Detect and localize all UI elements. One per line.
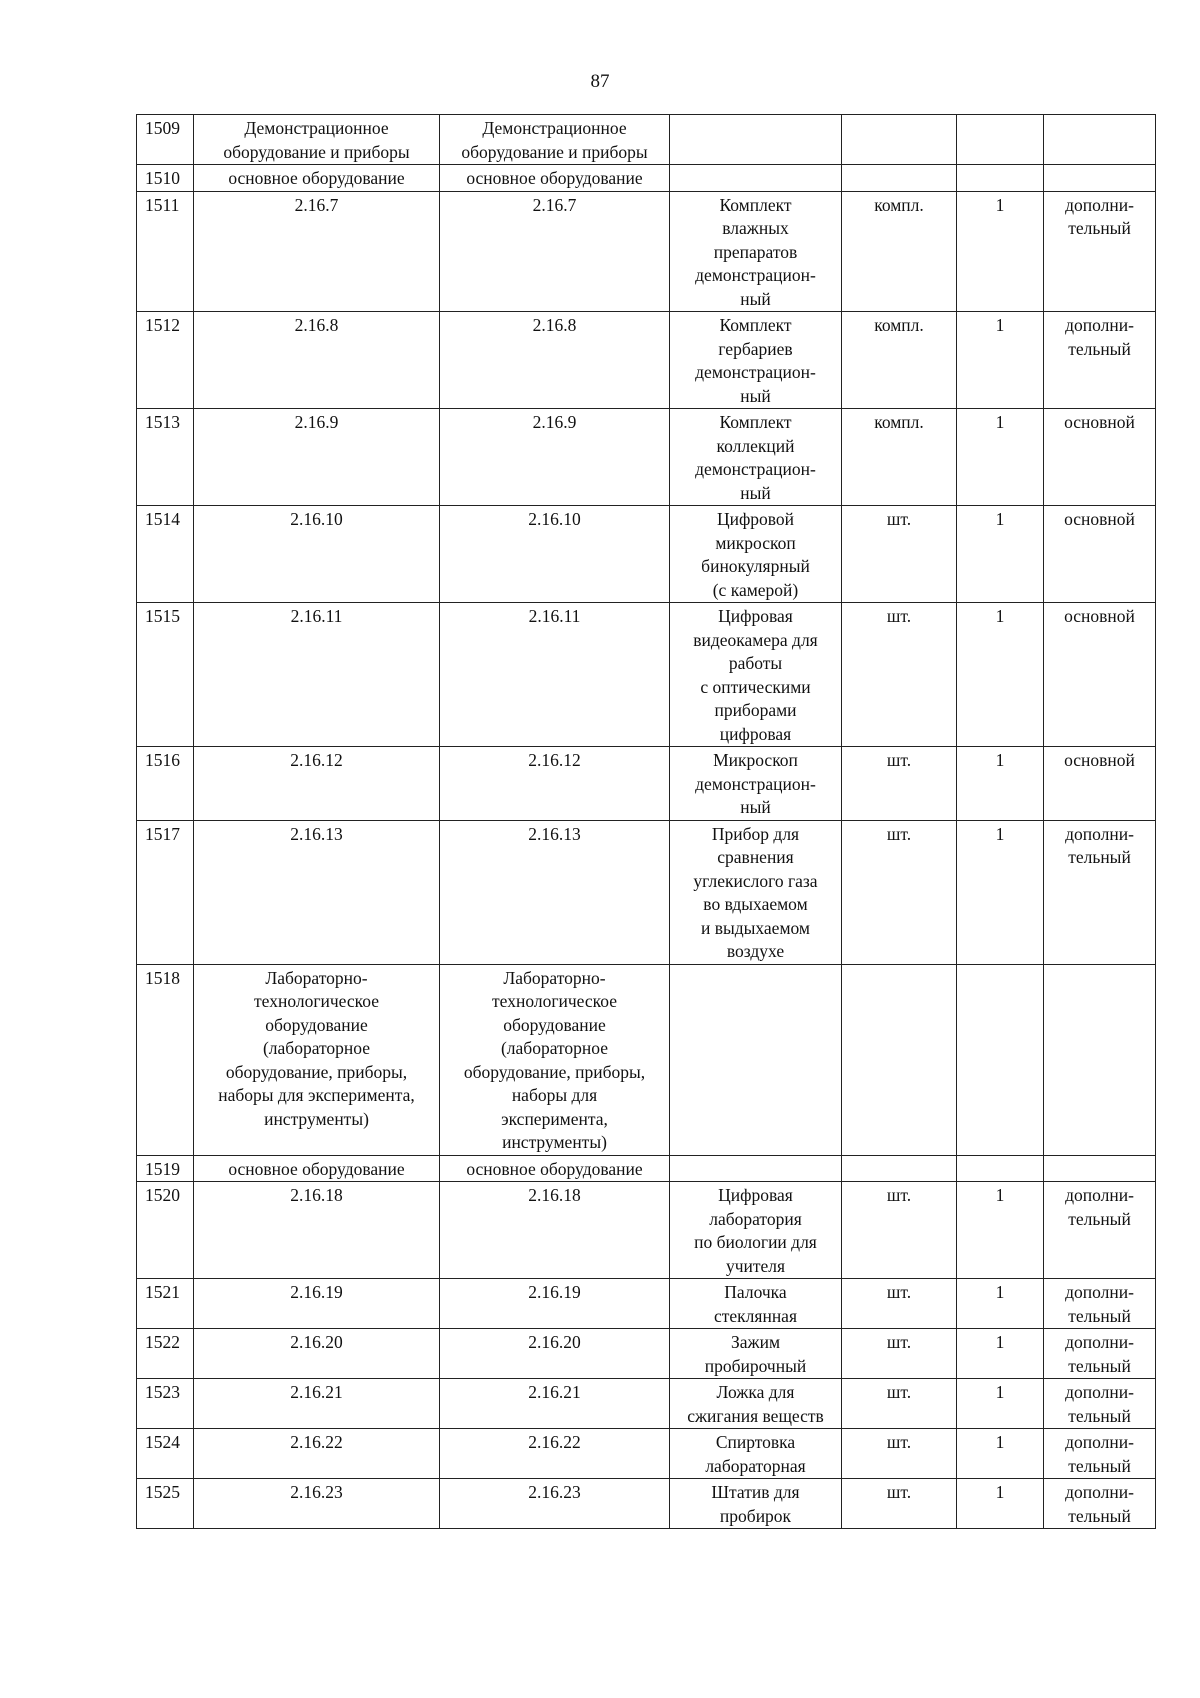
row-number-cell: 1525 [137, 1479, 194, 1529]
item-name-cell: Комплект коллекций демонстрацион- ный [670, 409, 842, 506]
section-code-cell-2: 2.16.11 [440, 603, 670, 747]
item-name-cell: Цифровая лаборатория по биологии для учителя [670, 1182, 842, 1279]
section-code-cell-2: основное оборудование [440, 165, 670, 192]
quantity-cell [957, 964, 1044, 1155]
section-code-cell: 2.16.8 [194, 312, 440, 409]
table-row [137, 964, 1156, 1155]
item-type-cell: дополни- тельный [1044, 191, 1156, 312]
row-number-cell: 1513 [137, 409, 194, 506]
item-name-cell: Комплект гербариев демонстрацион- ный [670, 312, 842, 409]
table-row [137, 1182, 1156, 1279]
section-code-cell-2: 2.16.13 [440, 820, 670, 964]
table-row [137, 506, 1156, 603]
quantity-cell: 1 [957, 409, 1044, 506]
section-code-cell-2: 2.16.8 [440, 312, 670, 409]
table-row [137, 1429, 1156, 1479]
section-code-cell-2: Демонстрационное оборудование и приборы [440, 115, 670, 165]
quantity-cell: 1 [957, 820, 1044, 964]
section-code-cell-2: 2.16.7 [440, 191, 670, 312]
item-type-cell: дополни- тельный [1044, 1479, 1156, 1529]
section-code-cell: 2.16.19 [194, 1279, 440, 1329]
row-number-cell: 1515 [137, 603, 194, 747]
unit-cell: шт. [842, 1279, 957, 1329]
table-row [137, 603, 1156, 747]
quantity-cell: 1 [957, 1279, 1044, 1329]
item-type-cell: дополни- тельный [1044, 1329, 1156, 1379]
section-code-cell-2: 2.16.20 [440, 1329, 670, 1379]
row-number-cell: 1511 [137, 191, 194, 312]
unit-cell: шт. [842, 1429, 957, 1479]
unit-cell: компл. [842, 191, 957, 312]
item-name-cell: Ложка для сжигания веществ [670, 1379, 842, 1429]
table-row [137, 312, 1156, 409]
quantity-cell: 1 [957, 603, 1044, 747]
section-code-cell: 2.16.20 [194, 1329, 440, 1379]
item-type-cell: основной [1044, 747, 1156, 821]
section-code-cell-2: 2.16.12 [440, 747, 670, 821]
row-number-cell: 1519 [137, 1155, 194, 1182]
item-name-cell [670, 165, 842, 192]
section-code-cell: 2.16.12 [194, 747, 440, 821]
row-number-cell: 1518 [137, 964, 194, 1155]
row-number-cell: 1514 [137, 506, 194, 603]
unit-cell: шт. [842, 747, 957, 821]
unit-cell: шт. [842, 1182, 957, 1279]
quantity-cell [957, 1155, 1044, 1182]
section-code-cell-2: 2.16.18 [440, 1182, 670, 1279]
section-code-cell: Лабораторно- технологическое оборудование (лабораторное оборудование, приборы, наборы для эксперимента, инструменты) [194, 964, 440, 1155]
row-number-cell: 1517 [137, 820, 194, 964]
unit-cell: шт. [842, 506, 957, 603]
unit-cell [842, 165, 957, 192]
unit-cell: шт. [842, 1379, 957, 1429]
item-name-cell: Комплект влажных препаратов демонстрацион- ный [670, 191, 842, 312]
row-number-cell: 1524 [137, 1429, 194, 1479]
section-code-cell-2: 2.16.10 [440, 506, 670, 603]
item-type-cell: дополни- тельный [1044, 1182, 1156, 1279]
section-code-cell: основное оборудование [194, 165, 440, 192]
item-type-cell: основной [1044, 409, 1156, 506]
quantity-cell: 1 [957, 191, 1044, 312]
item-name-cell [670, 115, 842, 165]
section-code-cell: 2.16.7 [194, 191, 440, 312]
item-type-cell [1044, 964, 1156, 1155]
table-row [137, 1379, 1156, 1429]
item-type-cell: основной [1044, 506, 1156, 603]
page-number: 87 [590, 71, 610, 92]
section-code-cell: 2.16.23 [194, 1479, 440, 1529]
item-type-cell [1044, 1155, 1156, 1182]
item-name-cell: Прибор для сравнения углекислого газа во вдыхаемом и выдыхаемом воздухе [670, 820, 842, 964]
item-type-cell: дополни- тельный [1044, 820, 1156, 964]
quantity-cell: 1 [957, 312, 1044, 409]
item-type-cell [1044, 165, 1156, 192]
unit-cell: компл. [842, 409, 957, 506]
section-code-cell-2: Лабораторно- технологическое оборудование (лабораторное оборудование, приборы, наборы для эксперимента, инструменты) [440, 964, 670, 1155]
item-name-cell [670, 1155, 842, 1182]
item-name-cell: Цифровая видеокамера для работы с оптическими приборами цифровая [670, 603, 842, 747]
section-code-cell: 2.16.21 [194, 1379, 440, 1429]
row-number-cell: 1523 [137, 1379, 194, 1429]
table-row [137, 747, 1156, 821]
unit-cell [842, 1155, 957, 1182]
section-code-cell: 2.16.22 [194, 1429, 440, 1479]
section-code-cell: 2.16.9 [194, 409, 440, 506]
row-number-cell: 1521 [137, 1279, 194, 1329]
item-name-cell: Микроскоп демонстрацион- ный [670, 747, 842, 821]
section-code-cell-2: 2.16.19 [440, 1279, 670, 1329]
equipment-table [136, 114, 1156, 1529]
item-name-cell: Зажим пробирочный [670, 1329, 842, 1379]
table-row [137, 1279, 1156, 1329]
item-type-cell: дополни- тельный [1044, 1379, 1156, 1429]
section-code-cell: 2.16.10 [194, 506, 440, 603]
quantity-cell: 1 [957, 1182, 1044, 1279]
quantity-cell [957, 115, 1044, 165]
unit-cell: компл. [842, 312, 957, 409]
table-row [137, 820, 1156, 964]
item-type-cell: дополни- тельный [1044, 1429, 1156, 1479]
table-row [137, 165, 1156, 192]
item-name-cell: Цифровой микроскоп бинокулярный (с камерой) [670, 506, 842, 603]
table-row [137, 1329, 1156, 1379]
section-code-cell: 2.16.18 [194, 1182, 440, 1279]
table-row [137, 1155, 1156, 1182]
section-code-cell-2: основное оборудование [440, 1155, 670, 1182]
row-number-cell: 1509 [137, 115, 194, 165]
quantity-cell: 1 [957, 1479, 1044, 1529]
table-row [137, 191, 1156, 312]
row-number-cell: 1522 [137, 1329, 194, 1379]
item-name-cell: Штатив для пробирок [670, 1479, 842, 1529]
unit-cell: шт. [842, 820, 957, 964]
table-row [137, 1479, 1156, 1529]
unit-cell [842, 964, 957, 1155]
item-name-cell: Палочка стеклянная [670, 1279, 842, 1329]
row-number-cell: 1512 [137, 312, 194, 409]
item-type-cell: дополни- тельный [1044, 1279, 1156, 1329]
unit-cell: шт. [842, 1479, 957, 1529]
section-code-cell: 2.16.11 [194, 603, 440, 747]
item-type-cell: основной [1044, 603, 1156, 747]
quantity-cell: 1 [957, 1429, 1044, 1479]
item-type-cell: дополни- тельный [1044, 312, 1156, 409]
row-number-cell: 1510 [137, 165, 194, 192]
table-row [137, 115, 1156, 165]
section-code-cell: 2.16.13 [194, 820, 440, 964]
section-code-cell-2: 2.16.22 [440, 1429, 670, 1479]
section-code-cell-2: 2.16.23 [440, 1479, 670, 1529]
table-body [137, 115, 1156, 1529]
row-number-cell: 1516 [137, 747, 194, 821]
item-name-cell: Спиртовка лабораторная [670, 1429, 842, 1479]
quantity-cell: 1 [957, 1329, 1044, 1379]
section-code-cell-2: 2.16.21 [440, 1379, 670, 1429]
quantity-cell: 1 [957, 506, 1044, 603]
unit-cell [842, 115, 957, 165]
unit-cell: шт. [842, 1329, 957, 1379]
item-name-cell [670, 964, 842, 1155]
section-code-cell: основное оборудование [194, 1155, 440, 1182]
item-type-cell [1044, 115, 1156, 165]
table-row [137, 409, 1156, 506]
quantity-cell: 1 [957, 1379, 1044, 1429]
section-code-cell: Демонстрационное оборудование и приборы [194, 115, 440, 165]
section-code-cell-2: 2.16.9 [440, 409, 670, 506]
quantity-cell: 1 [957, 747, 1044, 821]
unit-cell: шт. [842, 603, 957, 747]
quantity-cell [957, 165, 1044, 192]
row-number-cell: 1520 [137, 1182, 194, 1279]
